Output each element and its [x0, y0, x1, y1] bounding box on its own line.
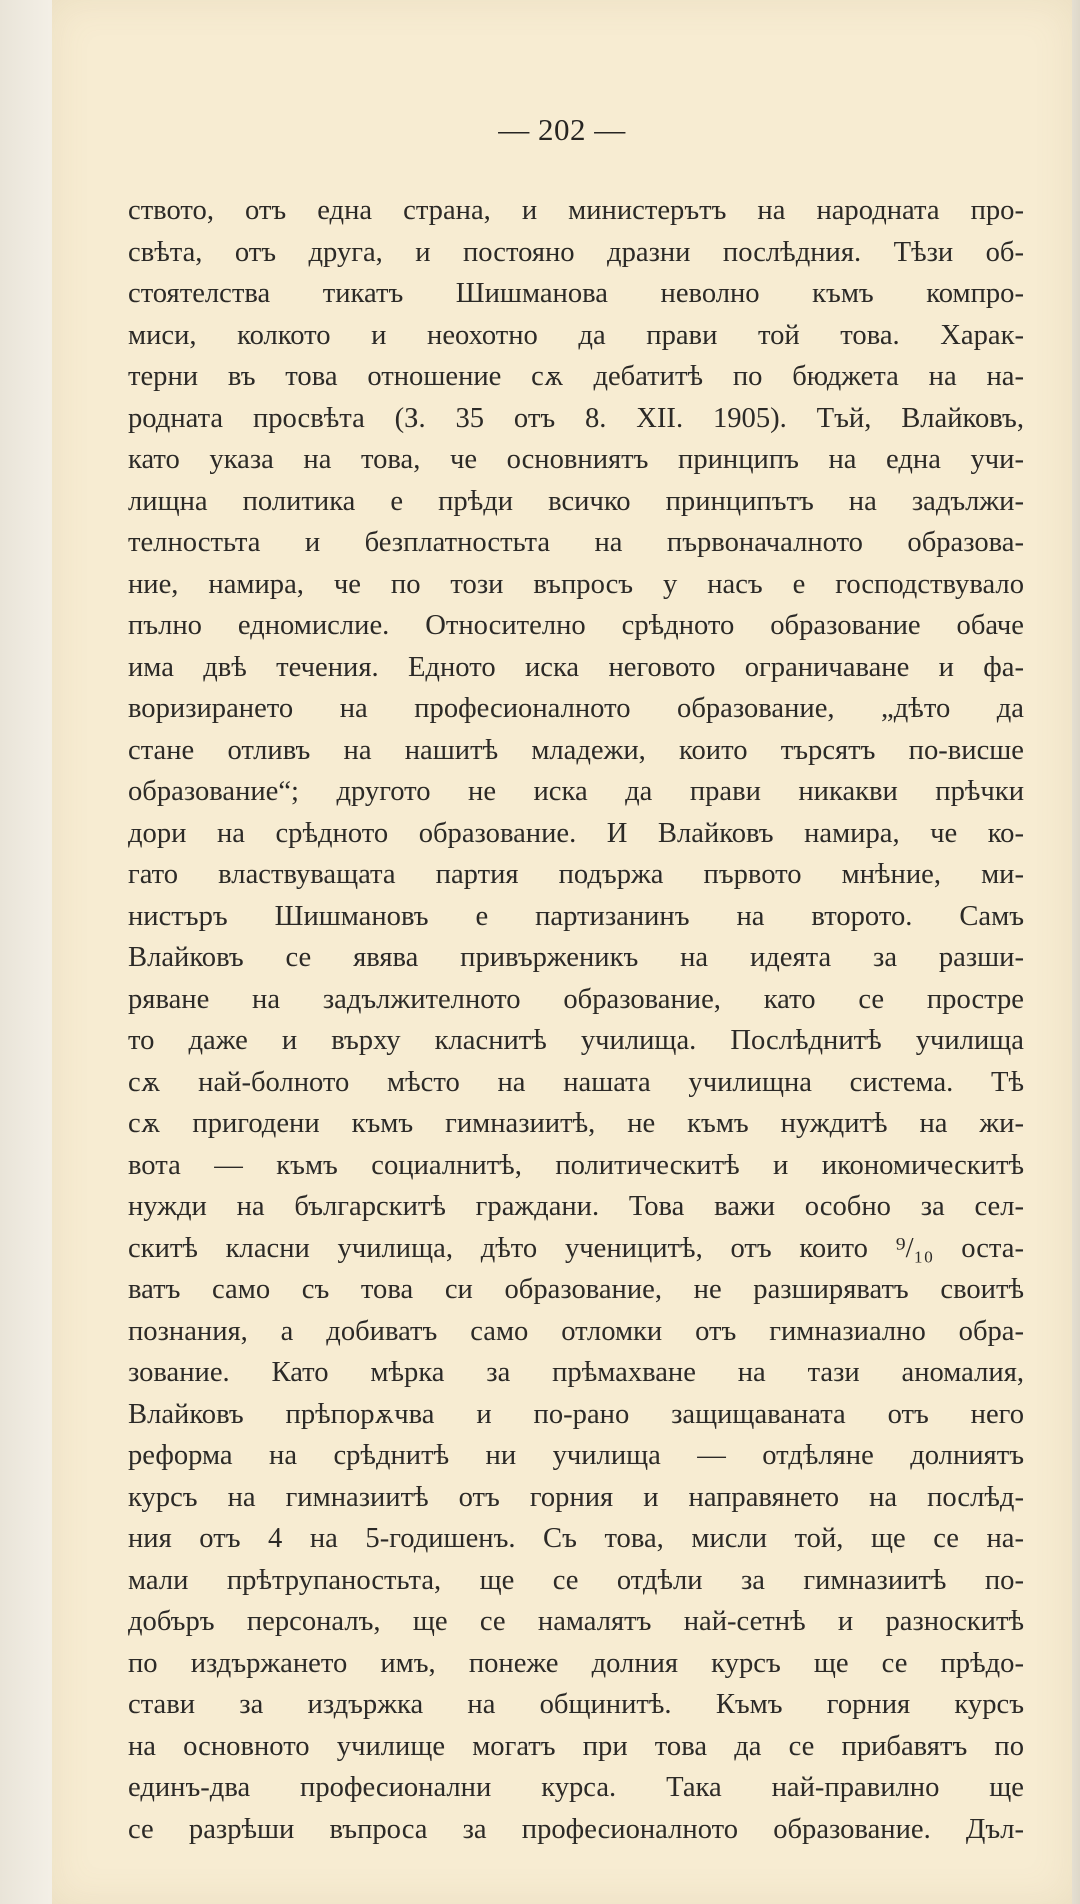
- text-line: ството, отъ една страна, и министерътъ на народната про-: [128, 195, 1024, 226]
- text-line: образование“; другото не иска да прави никакви прѣчки: [128, 776, 1024, 807]
- text-line: нистъръ Шишмановъ е партизанинъ на второто. Самъ: [128, 900, 1024, 932]
- text-line: лищна политика е прѣди всичко принципътъ на задължи-: [128, 485, 1024, 517]
- text-line: воризирането на професионалното образование, „дѣто да: [128, 693, 1024, 724]
- text-line: сѫ пригодени къмъ гимназиитѣ, не къмъ нуждитѣ на жи-: [128, 1108, 1024, 1139]
- page-number-header: — 202 —: [498, 112, 626, 147]
- text-line: познания, а добиватъ само отломки отъ гимназиално обра-: [128, 1315, 1024, 1347]
- text-line: дори на срѣдното образование. И Влайковъ намира, че ко-: [128, 817, 1024, 849]
- text-line: като указа на това, че основниятъ принципъ на една учи-: [128, 444, 1024, 475]
- text-line: родната просвѣта (З. 35 отъ 8. XII. 1905). Тъй, Влайковъ,: [128, 402, 1024, 434]
- text-line: курсъ на гимназиитѣ отъ горния и направянето на послѣд-: [128, 1481, 1024, 1513]
- text-line: реформа на срѣднитѣ ни училища — отдѣляне долниятъ: [128, 1440, 1024, 1471]
- text-line: има двѣ течения. Едното иска неговото ограничаване и фа-: [128, 651, 1024, 683]
- text-line: сѫ най-болното мѣсто на нашата училищна система. Тѣ: [128, 1066, 1024, 1098]
- text-line: стане отливъ на нашитѣ младежи, които търсятъ по-висше: [128, 734, 1024, 766]
- scan-left-margin: [0, 0, 50, 1904]
- text-line: Влайковъ се явява привърженикъ на идеята за разши-: [128, 942, 1024, 973]
- text-line: единъ-два професионални курса. Така най-правилно ще: [128, 1772, 1024, 1803]
- text-line: по издържането имъ, понеже долния курсъ ще се прѣдо-: [128, 1647, 1024, 1679]
- text-line: скитѣ класни училища, дѣто ученицитѣ, отъ които ⁹/₁₀ оста-: [128, 1232, 1024, 1264]
- text-line: на основното училище могатъ при това да се прибавятъ по: [128, 1730, 1024, 1762]
- text-line: то даже и върху класнитѣ училища. Послѣднитѣ училища: [128, 1025, 1024, 1056]
- text-line: зование. Като мѣрка за прѣмахване на тази аномалия,: [128, 1357, 1024, 1388]
- text-line: стоятелства тикатъ Шишманова неволно къмъ компро-: [128, 278, 1024, 309]
- text-line: свѣта, отъ друга, и постояно дразни послѣдния. Тѣзи об-: [128, 236, 1024, 268]
- text-line: ния отъ 4 на 5-годишенъ. Съ това, мисли той, ще се на-: [128, 1523, 1024, 1554]
- text-line: телностьта и безплатностьта на първоначалното образова-: [128, 527, 1024, 558]
- text-line: пълно едномислие. Относително срѣдното образование обаче: [128, 610, 1024, 641]
- page-body-text: [128, 190, 1024, 1850]
- text-line: миси, колкото и неохотно да прави той това. Харак-: [128, 319, 1024, 351]
- text-line: гато властвуващата партия подържа първото мнѣние, ми-: [128, 859, 1024, 890]
- text-line: нужди на българскитѣ граждани. Това важи особно за сел-: [128, 1191, 1024, 1222]
- text-line: ние, намира, че по този въпросъ у насъ е господствувало: [128, 568, 1024, 600]
- text-line: се разрѣши въпроса за професионалното образование. Дъл-: [128, 1813, 1024, 1845]
- text-line: вота — къмъ социалнитѣ, политическитѣ и икономическитѣ: [128, 1149, 1024, 1181]
- text-line: ватъ само съ това си образование, не разширяватъ своитѣ: [128, 1274, 1024, 1305]
- text-line: стави за издържка на общинитѣ. Къмъ горния курсъ: [128, 1689, 1024, 1720]
- text-line: мали прѣтрупаностьта, ще се отдѣли за гимназиитѣ по-: [128, 1564, 1024, 1596]
- book-page: [52, 0, 1072, 1904]
- text-line: Влайковъ прѣпорѫчва и по-рано защищаваната отъ него: [128, 1398, 1024, 1430]
- text-line: ряване на задължителното образование, като се простре: [128, 983, 1024, 1015]
- text-line: терни въ това отношение сѫ дебатитѣ по бюджета на на-: [128, 361, 1024, 392]
- text-line: добъръ персоналъ, ще се намалятъ най-сетнѣ и разноскитѣ: [128, 1606, 1024, 1637]
